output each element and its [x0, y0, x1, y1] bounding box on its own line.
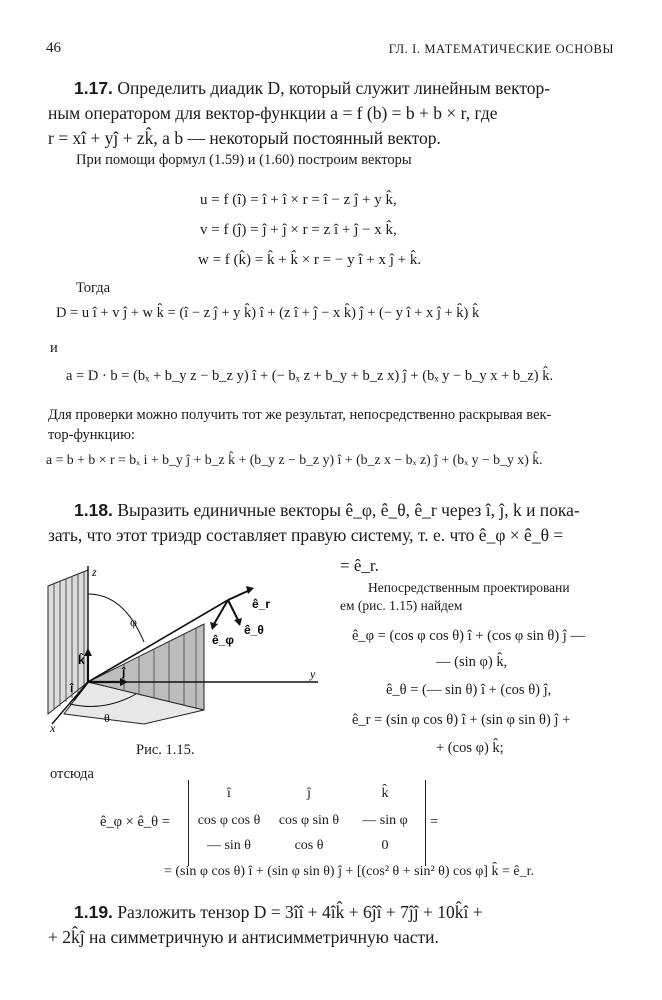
equation-check: a = b + b × r = bₓ i + b_y ĵ + b_z k̂ + (b_y z − b_z y) î + (b_z x − bₓ z) ĵ + (bₓ y − b_y x) k̂. — [46, 452, 543, 467]
equation-ephi: ê_φ = (cos φ cos θ) î + (cos φ sin θ) ĵ — — [352, 628, 585, 644]
determinant — [188, 780, 426, 866]
page-number: 46 — [46, 40, 61, 56]
det-cell: ĵ — [307, 786, 311, 801]
det-cell: cos φ sin θ — [278, 813, 340, 828]
problem-number: 1.19. — [74, 902, 113, 922]
intro-text: При помощи формул (1.59) и (1.60) построим векторы — [76, 152, 412, 168]
equation-D: D = u î + v ĵ + w k̂ = (î − z ĵ + y k̂) î + (z î + ĵ − x k̂) ĵ + (− y î + x ĵ + k̂) k̂ — [56, 305, 480, 321]
equation-er-cont: + (cos φ) k̂; — [436, 740, 504, 756]
ephi-arrowhead — [210, 622, 218, 630]
det-cell: cos θ — [294, 838, 324, 853]
etheta-vector — [228, 600, 238, 620]
problem-number: 1.17. — [74, 78, 113, 98]
label-ephi: ê_φ — [212, 633, 234, 647]
det-cell: î — [227, 786, 231, 801]
etheta-arrowhead — [234, 618, 242, 626]
equation-er: ê_r = (sin φ cos θ) î + (sin φ sin θ) ĵ + — [352, 712, 571, 728]
statement-line: + 2k̂ĵ на симметричную и антисимметричную части. — [48, 927, 439, 947]
label-z: z — [92, 565, 97, 579]
check-line: тор-функцию: — [48, 427, 135, 443]
statement-line: Определить диадик D, который служит линейным вектор- — [117, 78, 551, 98]
statement-line: r = xî + yĵ + zk̂, a b — некоторый постоянный вектор. — [48, 128, 441, 148]
problem-1-17-statement — [48, 76, 614, 151]
label-x: x — [50, 721, 56, 735]
er-arrowhead — [246, 586, 254, 594]
text-hence: отсюда — [50, 766, 94, 782]
det-cell: 0 — [381, 838, 389, 853]
text-and: и — [50, 340, 58, 356]
statement-line: Выразить единичные векторы ê_φ, ê_θ, ê_r через î, ĵ, k и пока- — [117, 500, 580, 520]
statement-line: ным оператором для вектор-функции a = f (b) = b + b × r, где — [48, 103, 498, 123]
equation-v: v = f (ĵ) = ĵ + ĵ × r = z î + ĵ − x k̂, — [200, 222, 397, 238]
figure-1-15 — [44, 564, 330, 736]
label-etheta: ê_θ — [244, 623, 264, 637]
det-cell: cos φ cos θ — [197, 813, 261, 828]
side-text-line: ем (рис. 1.15) найдем — [340, 598, 463, 613]
check-text — [48, 405, 618, 445]
equation-a: a = D · b = (bₓ + b_y z − b_z y) î + (− bₓ z + b_y + b_z x) ĵ + (bₓ y − b_y x + b_z) k̂. — [66, 368, 554, 384]
problem-1-19-statement — [48, 900, 614, 950]
er-vector — [228, 590, 250, 600]
label-theta: θ — [104, 711, 110, 725]
check-line: Для проверки можно получить тот же результат, непосредственно раскрывая век- — [48, 407, 552, 423]
side-text-line: Непосредственным проектировани — [368, 580, 570, 595]
equation-ephi-cont: — (sin φ) k̂, — [436, 654, 508, 670]
statement-line: зать, что этот триэдр составляет правую систему, т. е. что ê_φ × ê_θ = — [48, 525, 564, 545]
equation-result: = (sin φ cos θ) î + (sin φ sin θ) ĵ + [(cos² θ + sin² θ) cos φ] k̂ = ê_r. — [164, 864, 534, 879]
running-header: ГЛ. I. МАТЕМАТИЧЕСКИЕ ОСНОВЫ — [388, 42, 614, 56]
label-phi: φ — [130, 615, 137, 629]
det-cell: k̂ — [381, 786, 389, 801]
det-cell: — sin θ — [206, 838, 252, 853]
problem-1-18-statement — [48, 498, 614, 548]
figure-caption: Рис. 1.15. — [136, 742, 195, 758]
equation-u: u = f (î) = î + î × r = î − z ĵ + y k̂, — [200, 192, 397, 208]
label-j: ĵ — [122, 665, 126, 679]
problem-number: 1.18. — [74, 500, 113, 520]
text-then: Тогда — [76, 280, 111, 296]
label-k: k̂ — [78, 653, 85, 667]
statement-line: = ê_r. — [340, 556, 379, 575]
det-cell: — sin φ — [362, 813, 408, 828]
label-er: ê_r — [252, 597, 271, 611]
equation-etheta: ê_θ = (— sin θ) î + (cos θ) ĵ, — [386, 682, 552, 698]
cross-product-lhs: ê_φ × ê_θ = — [100, 814, 170, 830]
equation-w: w = f (k̂) = k̂ + k̂ × r = − y î + x ĵ + k̂. — [198, 252, 422, 268]
statement-line: Разложить тензор D = 3îî + 4îk̂ + 6ĵî + 7ĵĵ + 10k̂î + — [117, 902, 483, 922]
label-i: î — [70, 681, 74, 695]
label-y: y — [310, 667, 316, 681]
det-equals: = — [430, 814, 439, 830]
